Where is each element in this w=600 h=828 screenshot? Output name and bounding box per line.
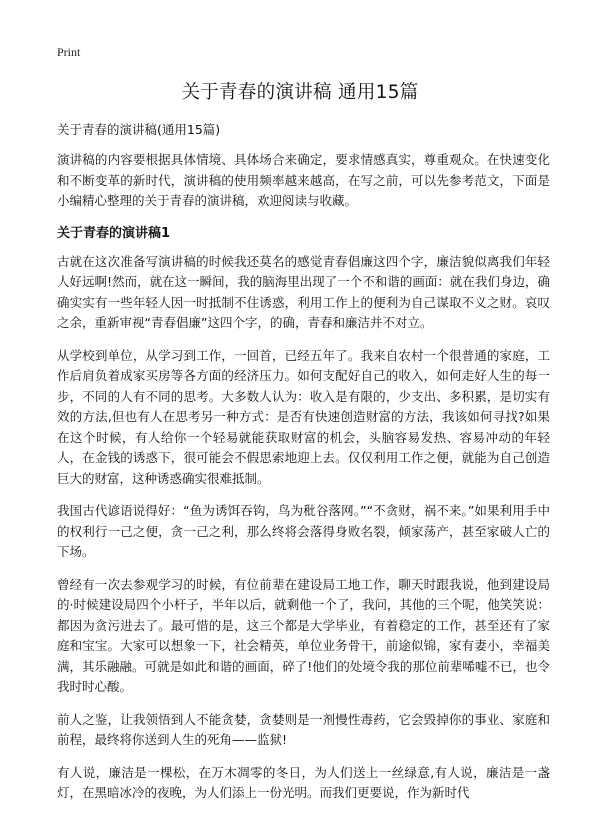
- body-paragraph: 从学校到单位，从学习到工作，一回首，已经五年了。我来自农村一个很普通的家庭，工作后肩负着成家买房等各方面的经济压力。如何支配好自己的收入，如何走好人生的每一步，不同的人有不同的思考。大多数人认为：收入是有限的，少支出、多积累，是切实有效的方法,但也有人在思考另一种方式：是否有快速创造财富的方法，我该如何寻找?如果在这个时候，有人给你一个轻易就能获取财富的机会，头脑容易发热、容易冲动的年轻人，在金钱的诱惑下，很可能会不假思索地迎上去。仅仅利用工作之便，就能为自己创造巨大的财富，这种诱惑确实很难抵制。: [57, 347, 550, 486]
- body-paragraph: 我国古代谚语说得好：“鱼为诱饵吞钩，鸟为秕谷落网。”“不贪财，祸不来。”如果利用手中的权利行一己之便，贪一己之利，那么终将会落得身败名裂，倾家荡产，甚至家破人亡的下场。: [57, 503, 550, 559]
- body-paragraph: 曾经有一次去参观学习的时候，有位前辈在建设局工地工作，聊天时跟我说，他到建设局的·时候建设局四个小杆子，半年以后，就剩他一个了，我问，其他的三个呢，他笑笑说：都因为贪污进去了。最可惜的是，这三个都是大学毕业，有着稳定的工作，甚至还有了家庭和宝宝。大家可以想象一下，社会精英，单位业务骨干，前途似锦，家有妻小，幸福美满，其乐融融。可就是如此和谐的画面，碎了!他们的处境令我的那位前辈唏嘘不已，也令我时时心酸。: [57, 576, 550, 694]
- document-subtitle: 关于青春的演讲稿(通用15篇): [57, 122, 221, 137]
- document-body: [57, 150, 550, 816]
- body-paragraph: 有人说，廉洁是一棵松，在万木凋零的冬日，为人们送上一丝绿意,有人说，廉洁是一盏灯，在黑暗冰冷的夜晚，为人们添上一份光明。而我们更要说，作为新时代: [57, 764, 550, 800]
- body-paragraph: 古就在这次准备写演讲稿的时候我还莫名的感觉青春倡廉这四个字，廉洁貌似离我们年轻人好远啊!然而，就在这一瞬间，我的脑海里出现了一个不和谐的画面：就在我们身边，确确实实有一些年轻人因一时抵制不住诱惑，利用工作上的便利为自己谋取不义之财。哀叹之余，重新审视“青春倡廉”这四个字，的确，青春和廉洁并不对立。: [57, 253, 550, 330]
- intro-paragraph: 演讲稿的内容要根据具体情境、具体场合来确定，要求情感真实，尊重观众。在快速变化和不断变革的新时代，演讲稿的使用频率越来越高，在写之前，可以先参考范文，下面是小编精心整理的关于青春的演讲稿，欢迎阅读与收藏。: [57, 152, 550, 208]
- section-heading: 关于青春的演讲稿1: [57, 225, 171, 241]
- page-title: 关于青春的演讲稿 通用15篇: [181, 82, 419, 103]
- print-link[interactable]: Print: [57, 45, 81, 59]
- body-paragraph: 前人之鉴，让我领悟到人不能贪婪，贪婪则是一剂慢性毒药，它会毁掉你的事业、家庭和前程，最终将你送到人生的死角——监狱!: [57, 711, 550, 747]
